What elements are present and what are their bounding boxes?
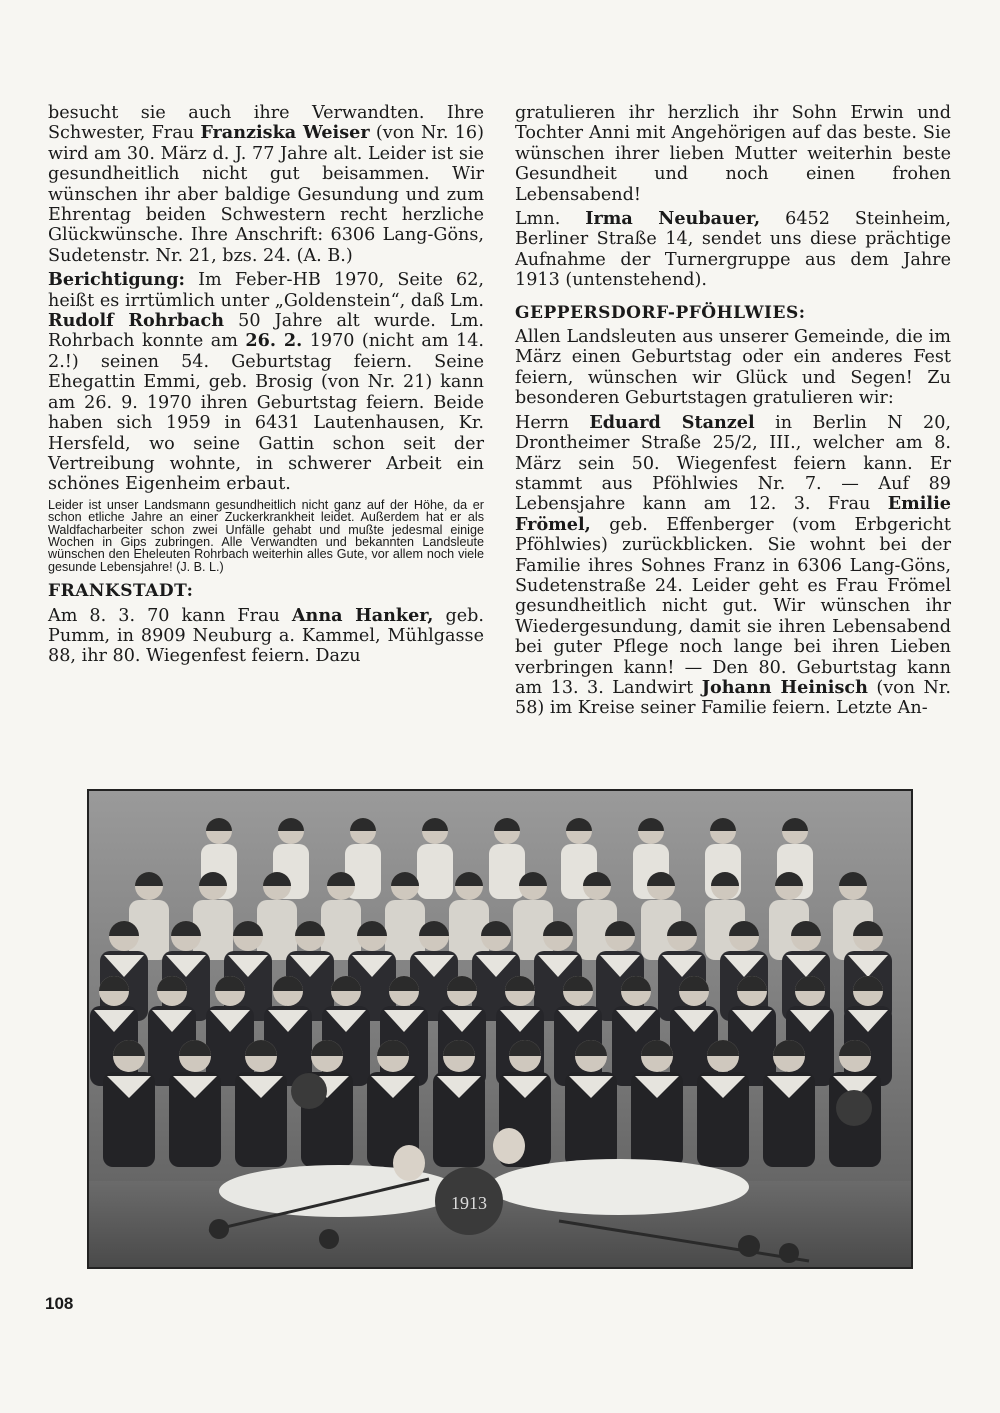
person-body: [321, 900, 361, 960]
ball-label: 1913: [451, 1193, 487, 1213]
right-column: [515, 103, 951, 723]
name-irma-neubauer: Irma Neubauer,: [585, 208, 761, 230]
berichtigung-label: Berichtigung:: [48, 269, 186, 291]
name-eduard-stanzel: Eduard Stanzel: [589, 411, 755, 433]
photo-illustration: [89, 791, 911, 1267]
left-column: [48, 103, 484, 671]
name-anna-hanker: Anna Hanker,: [291, 604, 434, 626]
name-franziska-weiser: Franziska Weiser: [200, 122, 370, 144]
paragraph-weiser: besucht sie auch ihre Verwandten. Ihre Schwester, Frau Franziska Weiser (von Nr. 16) wird am 30. März d. J. 77 Jahre alt. Leider ist sie gesundheitlich nicht gut beisammen. Wir wünschen ihr aber baldige Gesundung und zum Ehrentag beiden Schwestern recht herzliche Glückwünsche. Ihre Anschrift: 6306 Lang-Göns, Sudetenstr. Nr. 21, bzs. 24. (A. B.): [48, 103, 484, 266]
reclining-gymnast-left: [219, 1165, 459, 1217]
medicine-ball-1913: [435, 1167, 503, 1235]
name-rudolf-rohrbach: Rudolf Rohrbach: [48, 310, 224, 332]
person-body: [489, 844, 525, 899]
person-body: [417, 844, 453, 899]
paragraph-berichtigung: Berichtigung: Im Feber-HB 1970, Seite 62, heißt es irrtümlich unter „Goldenstein“, daß Lm. Rudolf Rohrbach 50 Jahre alt wurde. Lm. Rohrbach konnte am 26. 2. 1970 (nicht am 14. 2.!) seinen 54. Geburtstag feiern. Seine Ehegattin Emmi, geb. Brosig (von Nr. 21) kann am 26. 9. 1970 ihren Geburtstag feiern. Beide haben sich 1959 in 6431 Lautenhausen, Kr. Hersfeld, wo seine Gattin schon seit der Vertreibung wohnte, in schwerer Arbeit ein schönes Eigenheim erbaut.: [48, 269, 484, 495]
page-number: 108: [45, 1294, 74, 1313]
section-heading-geppersdorf: GEPPERSDORF-PFÖHLWIES:: [515, 302, 806, 323]
group-photo-turnergruppe: [87, 789, 913, 1269]
paragraph-neubauer: Lmn. Irma Neubauer, 6452 Steinheim, Berliner Straße 14, sendet uns diese prächtige Aufnahme der Turnergruppe aus dem Jahre 1913 (untenstehend).: [515, 208, 951, 291]
person-body: [385, 900, 425, 960]
small-print-note: Leider ist unser Landsmann gesundheitlich nicht ganz auf der Höhe, da er schon etliche Jahre an einer Zuckerkrankheit leidet. Außerdem hat er als Waldfacharbeiter schon zwei Unfälle gehabt und mußte jedesmal einige Wochen in Gips zubringen. Alle Verwandten und bekannten Landsleute wünschen den Eheleuten Rohrbach weiterhin alles Gute, vor allem noch viele gesunde Lebensjahre! (J. B. L.): [48, 497, 484, 574]
person-body: [257, 900, 297, 960]
paragraph-stanzel: Herrn Eduard Stanzel in Berlin N 20, Drontheimer Straße 25/2, III., welcher am 8. März sein 50. Wiegenfest feiern kann. Er stammt aus Pföhlwies Nr. 7. — Auf 89 Lebensjahre kann am 12. 3. Frau Emilie Frömel, geb. Effenberger (vom Erbgericht Pföhlwies) zurückblicken. Sie wohnt bei der Familie ihres Sohnes Franz in 6306 Lang-Göns, Sudetenstraße 24. Leider geht es Frau Frömel gesundheitlich nicht gut. Wir wünschen ihr Wiedergesundung, damit sie ihren Lebensabend bei guter Pflege noch lange bei ihren Lieben verbringen kann! — Den 80. Geburtstag kann am 13. 3. Landwirt Johann Heinisch (von Nr. 58) im Kreise seiner Familie feiern. Letzte An-: [515, 411, 951, 719]
name-johann-heinisch: Johann Heinisch: [701, 676, 868, 698]
section-heading-frankstadt: FRANKSTADT:: [48, 581, 194, 602]
paragraph-hanker: Am 8. 3. 70 kann Frau Anna Hanker, geb. Pumm, in 8909 Neuburg a. Kammel, Mühlgasse 88, ihr 80. Wiegenfest feiern. Dazu: [48, 604, 484, 667]
paragraph-glueckwunsch: Allen Landsleuten aus unserer Gemeinde, die im März einen Geburtstag oder ein anderes Fest feiern, wünschen wir Glück und Segen! Zu besonderen Geburtstagen gratulieren wir:: [515, 327, 951, 409]
paragraph-gratulation: gratulieren ihr herzlich ihr Sohn Erwin und Tochter Anni mit Angehörigen auf das beste. Sie wünschen ihrer lieben Mutter weiterhin beste Gesundheit und noch einen frohen Lebensabend!: [515, 103, 951, 205]
name-emilie-froemel: Emilie Frömel,: [515, 493, 951, 535]
reclining-gymnast-right: [489, 1159, 749, 1215]
